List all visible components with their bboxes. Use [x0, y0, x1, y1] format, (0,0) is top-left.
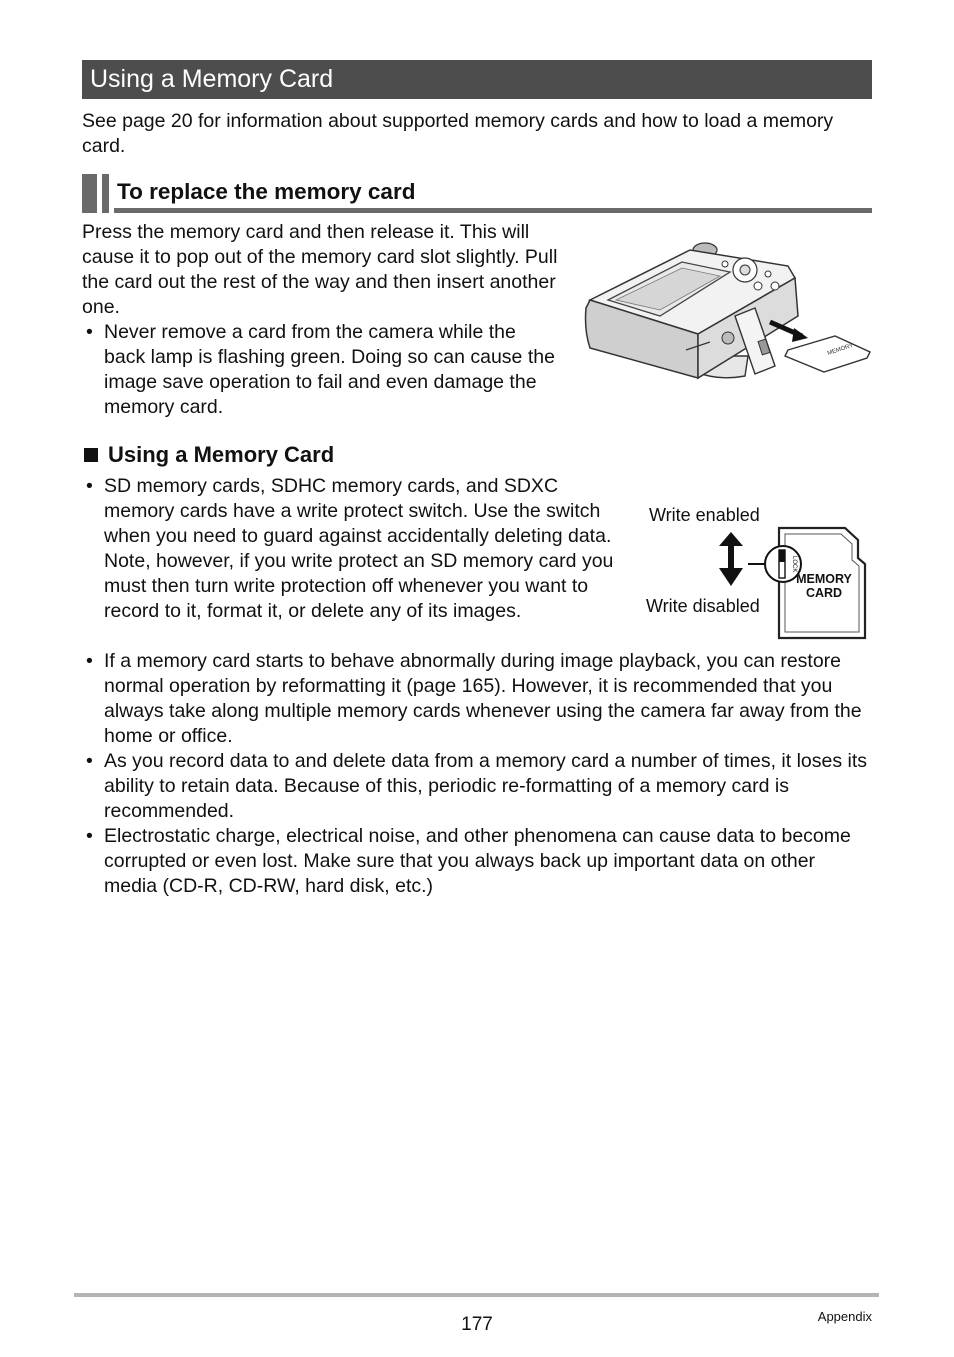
sd-card-illustration: [715, 524, 875, 642]
lock-text: LOCK: [791, 556, 797, 573]
write-disabled-label: Write disabled: [646, 596, 760, 616]
replace-heading: [82, 174, 872, 213]
using-card-heading: [84, 441, 334, 469]
camera-card-illustration: [580, 238, 875, 386]
using-card-heading-text: Using a Memory Card: [108, 442, 335, 467]
using-bullet-4: • Electrostatic charge, electrical noise, and other phenomena can cause data to become corrupted or even lost. Make sure that you always back up important data on other media (CD-R, CD-RW, hard disk, etc.): [82, 824, 872, 899]
section-label: Appendix: [817, 1309, 872, 1324]
using-bullet-3: • As you record data to and delete data from a memory card a number of times, it loses its ability to retain data. Because of this, periodic re-formatting of a memory card is recommended.: [82, 749, 872, 824]
card-label-line2: CARD: [805, 586, 843, 600]
main-heading: [82, 60, 872, 99]
replace-section-text: [82, 220, 562, 420]
replace-paragraph: Press the memory card and then release it. This will cause it to pop out of the memory card slot slightly. Pull the card out the rest of the way and then insert another one.: [82, 221, 558, 318]
footer-divider: [74, 1293, 879, 1297]
replace-bullet: • Never remove a card from the camera while the back lamp is flashing green. Doing so can cause the image save operation to fail and even damage the memory card.: [82, 320, 562, 420]
double-arrow-icon: [719, 532, 743, 586]
write-enabled-label: Write enabled: [649, 505, 760, 525]
using-bullet-1: • SD memory cards, SDHC memory cards, and SDXC memory cards have a write protect switch. Use the switch when you need to guard against accidentally deleting data. Note, however, if you write protect an SD memory card you must then turn write protection off whenever you want to record to it, format it, or delete any of its images.: [82, 474, 614, 624]
replace-heading-text: To replace the memory card: [117, 179, 416, 204]
using-bullets-rest: [82, 649, 872, 899]
main-heading-text: Using a Memory Card: [90, 65, 334, 93]
heading-underline: [114, 208, 872, 213]
heading-bar: [102, 174, 109, 213]
card-label-line1: MEMORY: [796, 572, 852, 586]
using-bullet-2: • If a memory card starts to behave abnormally during image playback, you can restore normal operation by reformatting it (page 165). However, it is recommended that you always take along multiple memory cards whenever using the camera far away from the home or office.: [82, 649, 872, 749]
camera-card-text: MEMORY: [826, 342, 855, 357]
page-number: 177: [461, 1314, 493, 1335]
memory-card-icon: [785, 336, 870, 372]
square-bullet-icon: [84, 448, 98, 462]
heading-bar: [82, 174, 97, 213]
intro-paragraph: See page 20 for information about supported memory cards and how to load a memory card.: [82, 110, 834, 157]
